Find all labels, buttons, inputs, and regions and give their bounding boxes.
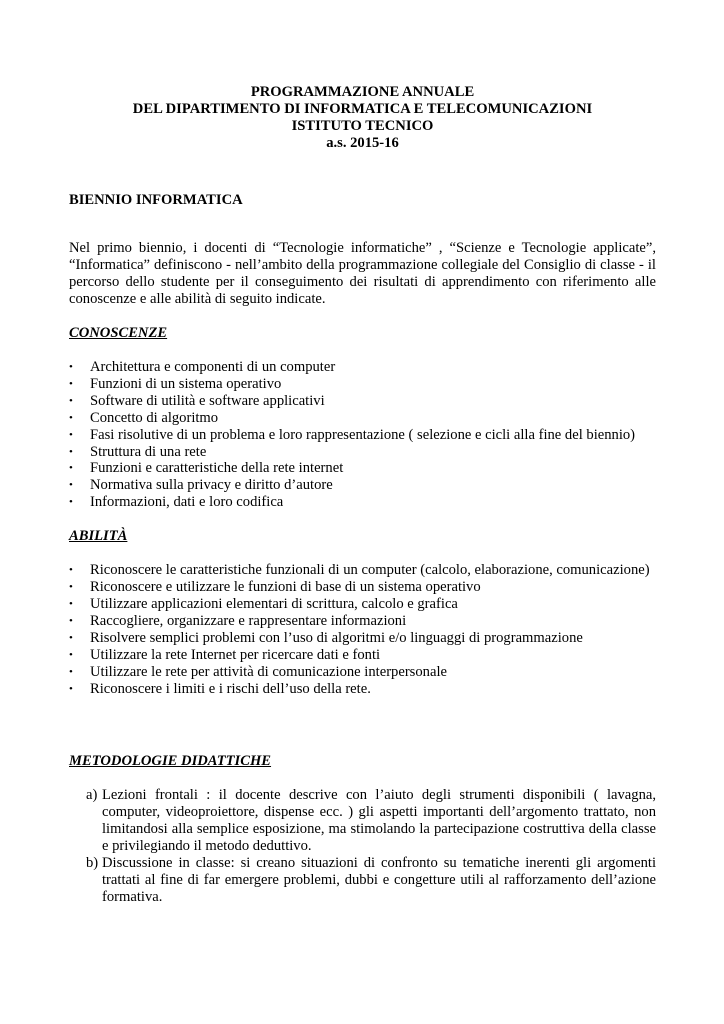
list-item-text: Riconoscere e utilizzare le funzioni di base di un sistema operativo (90, 579, 481, 596)
list-item-text: Riconoscere i limiti e i rischi dell’uso della rete. (90, 680, 371, 697)
list-item-text: Riconoscere le caratteristiche funzionali di un computer (calcolo, elaborazione, comunicazione) (90, 562, 650, 579)
bullet-icon: • (69, 597, 73, 610)
list-item (69, 562, 656, 579)
document-header (69, 84, 656, 152)
list-item (69, 647, 656, 664)
list-item (69, 613, 656, 630)
list-item (69, 410, 656, 427)
list-item-text: Discussione in classe: si creano situazioni di confronto su tematiche inerenti gli argomenti trattati al fine di far emergere problemi, dubbi e congetture utili al rafforzamento dell’azione formativa. (102, 855, 656, 906)
list-item-text: Funzioni e caratteristiche della rete internet (90, 460, 344, 477)
bullet-icon: • (69, 648, 73, 661)
list-item-text: Concetto di algoritmo (90, 409, 219, 426)
list-item (69, 630, 656, 647)
header-line-4: a.s. 2015-16 (326, 135, 399, 151)
list-item-text: Utilizzare applicazioni elementari di scrittura, calcolo e grafica (90, 595, 458, 612)
bullet-icon: • (69, 682, 73, 695)
section-title: BIENNIO INFORMATICA (69, 192, 243, 208)
document-page (69, 84, 656, 906)
list-item-text: Architettura e componenti di un computer (90, 359, 336, 375)
header-line-3: ISTITUTO TECNICO (291, 118, 434, 134)
abilita-title: ABILITÀ (69, 528, 128, 545)
list-item-text: Struttura di una rete (90, 443, 207, 460)
bullet-icon: • (69, 462, 73, 475)
list-item-text: Utilizzare le rete per attività di comunicazione interpersonale (90, 663, 447, 680)
list-item-text: Fasi risolutive di un problema e loro rappresentazione ( selezione e cicli alla fine del biennio) (90, 426, 636, 443)
abilita-list (69, 562, 656, 697)
bullet-icon: • (69, 581, 73, 594)
list-item (69, 427, 656, 444)
list-item (69, 579, 656, 596)
list-item (69, 494, 656, 511)
list-item (69, 376, 656, 393)
bullet-icon: • (69, 496, 73, 509)
list-marker: a) (86, 787, 98, 804)
list-item (69, 393, 656, 410)
header-line-2: DEL DIPARTIMENTO DI INFORMATICA E TELECOMUNICAZIONI (132, 101, 593, 117)
bullet-icon: • (69, 614, 73, 627)
intro-paragraph: Nel primo biennio, i docenti di “Tecnologie informatiche” , “Scienze e Tecnologie applicate”, “Informatica” definiscono - nell’ambito della programmazione collegiale del Consiglio di classe - il percorso dello studente per il conseguimento dei risultati di apprendimento con riferimento alle conoscenze e alle abilità di seguito indicate. (69, 240, 656, 307)
bullet-icon: • (69, 479, 73, 492)
bullet-icon: • (69, 411, 73, 424)
list-item (69, 681, 656, 698)
list-item (69, 855, 656, 906)
header-line-1: PROGRAMMAZIONE ANNUALE (250, 84, 475, 100)
list-item-text: Utilizzare la rete Internet per ricercare dati e fonti (90, 646, 381, 663)
list-item-text: Funzioni di un sistema operativo (90, 375, 282, 392)
list-item (69, 787, 656, 855)
bullet-icon: • (69, 631, 73, 644)
conoscenze-list (69, 359, 656, 511)
bullet-icon: • (69, 394, 73, 407)
list-item (69, 664, 656, 681)
metodologie-list (69, 787, 656, 906)
list-item (69, 444, 656, 461)
conoscenze-title: CONOSCENZE (69, 325, 168, 341)
list-item (69, 477, 656, 494)
list-item-text: Software di utilità e software applicativi (90, 392, 325, 409)
list-marker: b) (86, 855, 99, 872)
list-item (69, 460, 656, 477)
bullet-icon: • (69, 377, 73, 390)
list-item (69, 596, 656, 613)
bullet-icon: • (69, 361, 73, 373)
metodologie-title: METODOLOGIE DIDATTICHE (69, 753, 272, 770)
bullet-icon: • (69, 665, 73, 678)
bullet-icon: • (69, 428, 73, 441)
list-item-text: Risolvere semplici problemi con l’uso di algoritmi e/o linguaggi di programmazione (90, 629, 583, 646)
bullet-icon: • (69, 564, 73, 577)
list-item-text: Raccogliere, organizzare e rappresentare informazioni (90, 612, 407, 629)
list-item-text: Informazioni, dati e loro codifica (90, 494, 284, 511)
list-item-text: Lezioni frontali : il docente descrive con l’aiuto degli strumenti disponibili ( lavagna, computer, videoproiettore, dispense ecc. ) gli aspetti importanti dell’argomento trattato, non limitandosi alla semplice esposizione, ma stimolando la partecipazione costruttiva della classe e privilegiando il metodo deduttivo. (102, 787, 656, 855)
list-item-text: Normativa sulla privacy e diritto d’autore (90, 477, 333, 494)
bullet-icon: • (69, 445, 73, 458)
list-item (69, 359, 656, 376)
